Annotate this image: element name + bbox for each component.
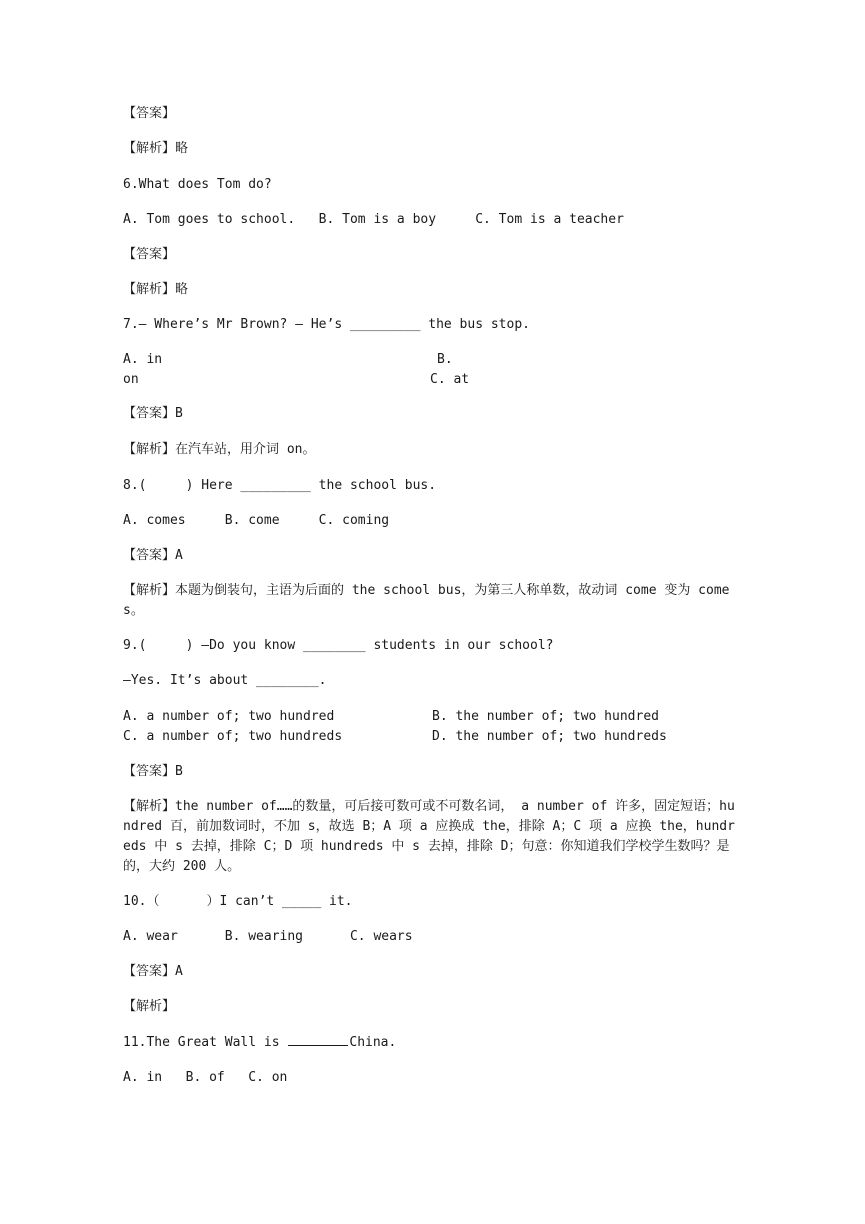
question-8-analysis: 【解析】本题为倒装句，主语为后面的 the school bus，为第三人称单数，故动词 come 变为 comes。 (123, 583, 730, 618)
question-7-answer: 【答案】B (123, 406, 183, 421)
question-11-tail: China. (349, 1035, 397, 1050)
question-6-analysis: 【解析】略 (123, 282, 189, 297)
question-7-analysis: 【解析】在汽车站，用介词 on。 (123, 442, 316, 457)
question-9-option-d: D. the number of; two hundreds (432, 729, 667, 744)
question-10: 10.（ ）I can’t _____ it. (123, 894, 353, 909)
question-6-answer: 【答案】 (123, 247, 176, 262)
question-9: 9.( ) —Do you know ________ students in our school? (123, 638, 554, 653)
question-8-options: A. comes B. come C. coming (123, 513, 390, 528)
question-9-option-c: C. a number of; two hundreds (123, 729, 343, 744)
question-7-option-a: A. in (123, 352, 163, 367)
question-6: 6.What does Tom do? (123, 177, 272, 192)
question-7-option-b-label: B. (437, 352, 453, 367)
question-9-answer: 【答案】B (123, 764, 183, 779)
answer-blank (288, 1032, 348, 1046)
question-10-answer: 【答案】A (123, 964, 183, 979)
answer-label: 【答案】 (123, 106, 176, 121)
question-9-analysis: 【解析】the number of……的数量，可后接可数可或不可数名词， a number of 许多，固定短语；hundred 百，前加数词时，不加 s，故选 B；A 项 a 应换成 the，排除 A；C 项 a 应换 the，hundreds 中 s 去掉，排除 C；D 项 hundreds 中 s 去掉，排除 D；句意：你知道我们学校学生数吗？是的，大约 200 人。 (123, 799, 735, 874)
question-9-option-a: A. a number of; two hundred (123, 709, 335, 724)
question-10-options: A. wear B. wearing C. wears (123, 929, 413, 944)
question-11-options: A. in B. of C. on (123, 1070, 288, 1085)
question-7-option-b-text: on (123, 372, 139, 387)
question-11 (123, 1032, 396, 1053)
question-8-answer: 【答案】A (123, 548, 183, 563)
question-9-line-2: —Yes. It’s about ________. (123, 673, 327, 688)
question-7: 7.— Where’s Mr Brown? — He’s _________ the bus stop. (123, 317, 530, 332)
question-8: 8.( ) Here _________ the school bus. (123, 478, 437, 493)
analysis-label: 【解析】略 (123, 141, 189, 156)
question-6-options: A. Tom goes to school. B. Tom is a boy C. Tom is a teacher (123, 212, 624, 227)
question-7-option-c: C. at (430, 372, 470, 387)
question-10-analysis: 【解析】 (123, 999, 176, 1014)
question-11-stem: 11.The Great Wall is (123, 1035, 288, 1050)
question-9-option-b: B. the number of; two hundred (432, 709, 659, 724)
